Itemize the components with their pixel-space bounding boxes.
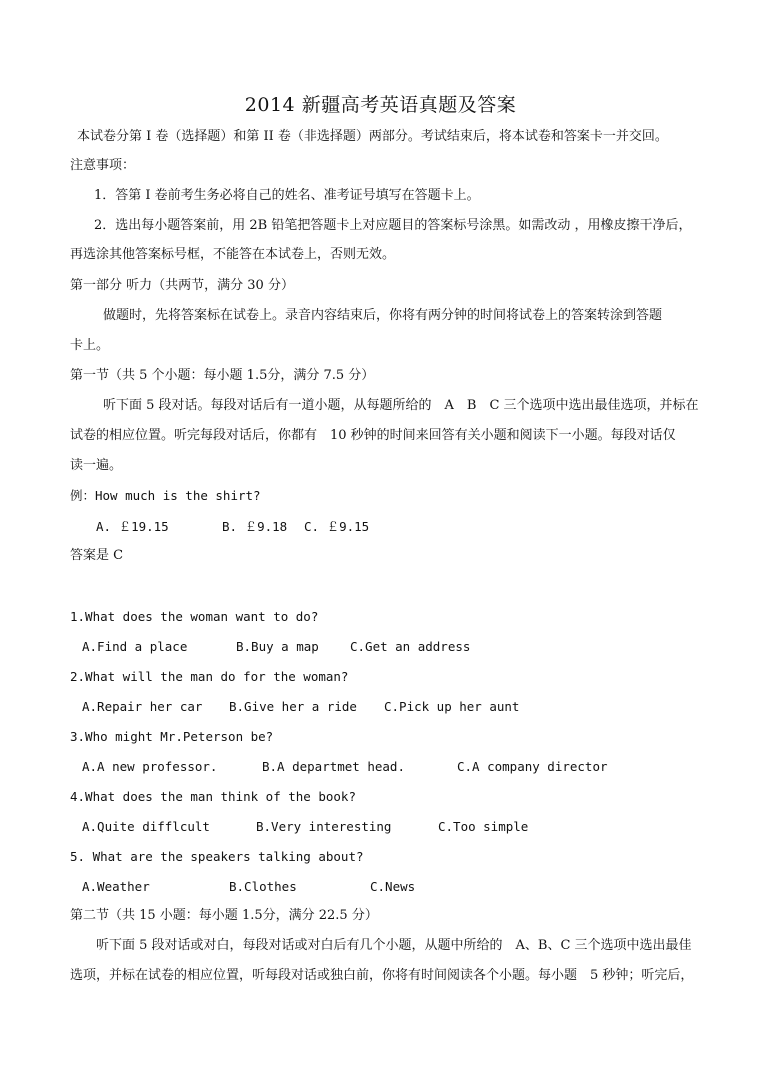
question-2-option-b: B.Give her a ride bbox=[229, 699, 357, 714]
part1-instruction-line-1: 做题时，先将答案标在试卷上。录音内容结束后，你将有两分钟的时间将试卷上的答案转涂到答题 bbox=[103, 308, 663, 323]
notice-item-2-line-2: 再选涂其他答案标号框，不能答在本试卷上，否则无效。 bbox=[70, 247, 396, 262]
question-2-option-a: A.Repair her car bbox=[82, 699, 203, 714]
example-question: 例：How much is the shirt? bbox=[70, 488, 261, 503]
question-2: 2.What will the man do for the woman? bbox=[70, 669, 349, 684]
question-1-option-c: C.Get an address bbox=[350, 639, 471, 654]
intro-text: 本试卷分第 I 卷（选择题）和第 II 卷（非选择题）两部分。考试结束后，将本试卷和答案卡一并交回。 bbox=[77, 129, 668, 144]
notice-item-2-line-1: 2．选出每小题答案前，用 2B 铅笔把答题卡上对应题目的答案标号涂黑。如需改动 ，用橡皮擦干净后， bbox=[94, 218, 692, 233]
question-2-option-c: C.Pick up her aunt bbox=[384, 699, 520, 714]
question-1-option-b: B.Buy a map bbox=[236, 639, 319, 654]
question-5-option-a: A.Weather bbox=[82, 879, 150, 894]
question-3-option-c: C.A company director bbox=[457, 759, 608, 774]
question-1: 1.What does the woman want to do? bbox=[70, 609, 319, 624]
notice-heading: 注意事项： bbox=[70, 158, 136, 173]
part1-heading: 第一部分 听力（共两节，满分 30 分） bbox=[70, 278, 294, 293]
example-answer: 答案是 C bbox=[70, 548, 124, 563]
question-5-option-c: C.News bbox=[370, 879, 416, 894]
section1-instruction-line-2: 试卷的相应位置。听完每段对话后，你都有 10 秒钟的时间来回答有关小题和阅读下一小题。每段对话仅 bbox=[70, 428, 676, 443]
question-4: 4.What does the man think of the book? bbox=[70, 789, 356, 804]
example-option-c: C. ￡9.15 bbox=[304, 519, 370, 534]
question-3: 3.Who might Mr.Peterson be? bbox=[70, 729, 274, 744]
part1-instruction-line-2: 卡上。 bbox=[70, 338, 110, 353]
question-1-option-a: A.Find a place bbox=[82, 639, 188, 654]
section1-heading: 第一节（共 5 个小题：每小题 1.5分，满分 7.5 分） bbox=[70, 368, 375, 383]
section2-heading: 第二节（共 15 小题：每小题 1.5分，满分 22.5 分） bbox=[70, 908, 378, 923]
example-option-b: B. ￡9.18 bbox=[222, 519, 288, 534]
question-4-option-c: C.Too simple bbox=[438, 819, 529, 834]
section1-instruction-line-3: 读一遍。 bbox=[70, 458, 123, 473]
question-4-option-b: B.Very interesting bbox=[256, 819, 392, 834]
question-5: 5. What are the speakers talking about? bbox=[70, 849, 364, 864]
example-option-a: A. ￡19.15 bbox=[96, 519, 169, 534]
question-3-option-b: B.A departmet head. bbox=[262, 759, 405, 774]
section1-instruction-line-1: 听下面 5 段对话。每段对话后有一道小题，从每题所给的 A B C 三个选项中选出最佳选项，并标在 bbox=[103, 398, 699, 413]
notice-item-1: 1．答第 I 卷前考生务必将自己的姓名、准考证号填写在答题卡上。 bbox=[94, 188, 480, 203]
document-title: 2014 新疆高考英语真题及答案 bbox=[244, 94, 517, 116]
question-3-option-a: A.A new professor. bbox=[82, 759, 218, 774]
question-5-option-b: B.Clothes bbox=[229, 879, 297, 894]
section2-instruction-line-1: 听下面 5 段对话或对白，每段对话或对白后有几个小题，从题中所给的 A、B、C 三个选项中选出最佳 bbox=[96, 938, 692, 953]
section2-instruction-line-2: 选项，并标在试卷的相应位置，听每段对话或独白前，你将有时间阅读各个小题。每小题 5 秒钟；听完后， bbox=[70, 968, 694, 983]
question-4-option-a: A.Quite difflcult bbox=[82, 819, 210, 834]
